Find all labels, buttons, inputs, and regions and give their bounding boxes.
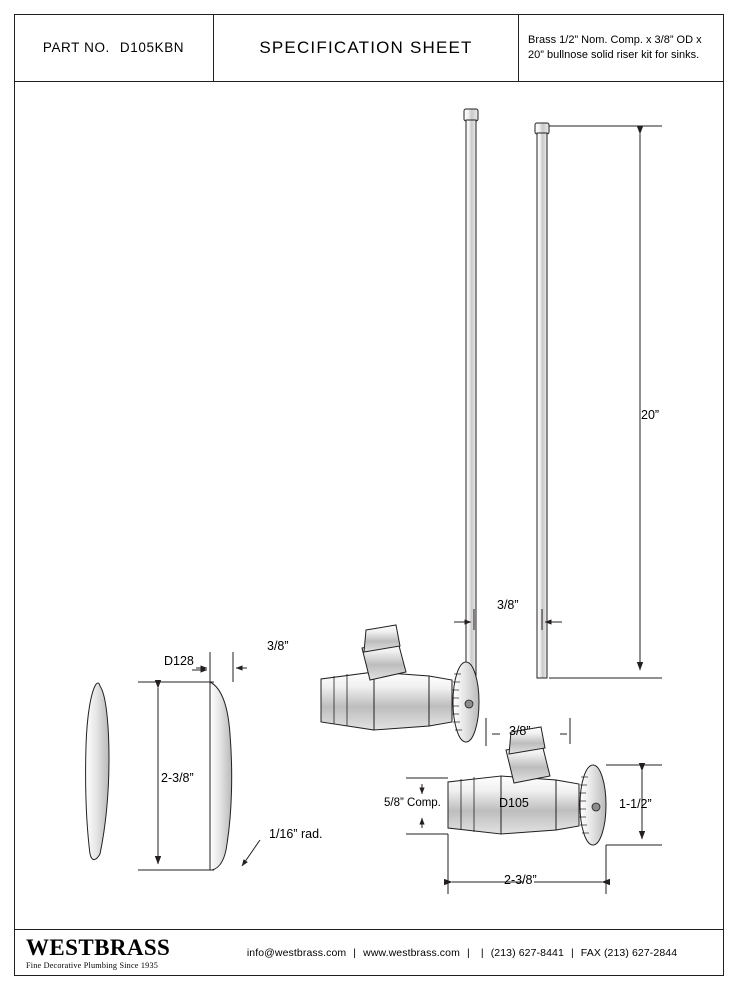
valve-assembly-upper <box>321 625 479 742</box>
sheet-header <box>14 14 724 82</box>
flange-front-profile <box>210 682 232 870</box>
part-number-label: PART NO. <box>42 40 110 55</box>
contact-phone: (213) 627-8441 <box>490 947 564 959</box>
contact-sep-1: | <box>353 947 357 959</box>
flange-side-profile <box>86 683 109 860</box>
leader-flange-radius <box>242 840 260 866</box>
label-flange-part: D128 <box>164 654 194 668</box>
riser-tube-left <box>464 109 478 678</box>
riser-tube-right <box>535 123 549 678</box>
company-logo <box>14 936 214 970</box>
sheet-footer <box>14 929 724 976</box>
label-valve-height: 1-1/2” <box>619 797 652 811</box>
label-valve-outlet: 3/8” <box>509 724 531 738</box>
label-riser-length: 20” <box>641 408 660 422</box>
company-tagline: Fine Decorative Plumbing Since 1935 <box>26 961 159 970</box>
label-riser-od: 3/8” <box>497 598 519 612</box>
contact-fax: FAX (213) 627-2844 <box>580 947 678 959</box>
contact-website[interactable]: www.westbrass.com <box>363 947 460 959</box>
label-valve-inlet: 5/8” Comp. <box>384 797 441 809</box>
footer-contact-info <box>214 947 724 959</box>
dimension-riser-length <box>549 126 662 678</box>
label-valve-part: D105 <box>499 796 529 810</box>
company-name: WESTBRASS <box>26 935 171 960</box>
contact-email[interactable]: info@westbrass.com <box>246 947 347 959</box>
label-flange-radius: 1/16” rad. <box>269 827 323 841</box>
part-number-value: D105KBN <box>119 40 185 55</box>
sheet-title: SPECIFICATION SHEET <box>214 14 519 81</box>
label-flange-thickness: 3/8” <box>267 639 289 653</box>
label-flange-height: 2-3/8” <box>161 771 194 785</box>
contact-sep-2b: | <box>480 947 484 959</box>
part-number-cell <box>14 14 214 81</box>
product-description: Brass 1/2” Nom. Comp. x 3/8” OD x 20” bullnose solid riser kit for sinks. <box>528 33 702 61</box>
contact-sep-3: | <box>570 947 574 959</box>
drawing-svg <box>14 82 724 929</box>
valve-assembly-lower <box>448 727 606 845</box>
label-valve-width: 2-3/8” <box>504 873 537 887</box>
technical-drawing <box>14 82 724 929</box>
contact-sep-2: | <box>466 947 470 959</box>
dimension-flange-thickness <box>196 652 247 684</box>
